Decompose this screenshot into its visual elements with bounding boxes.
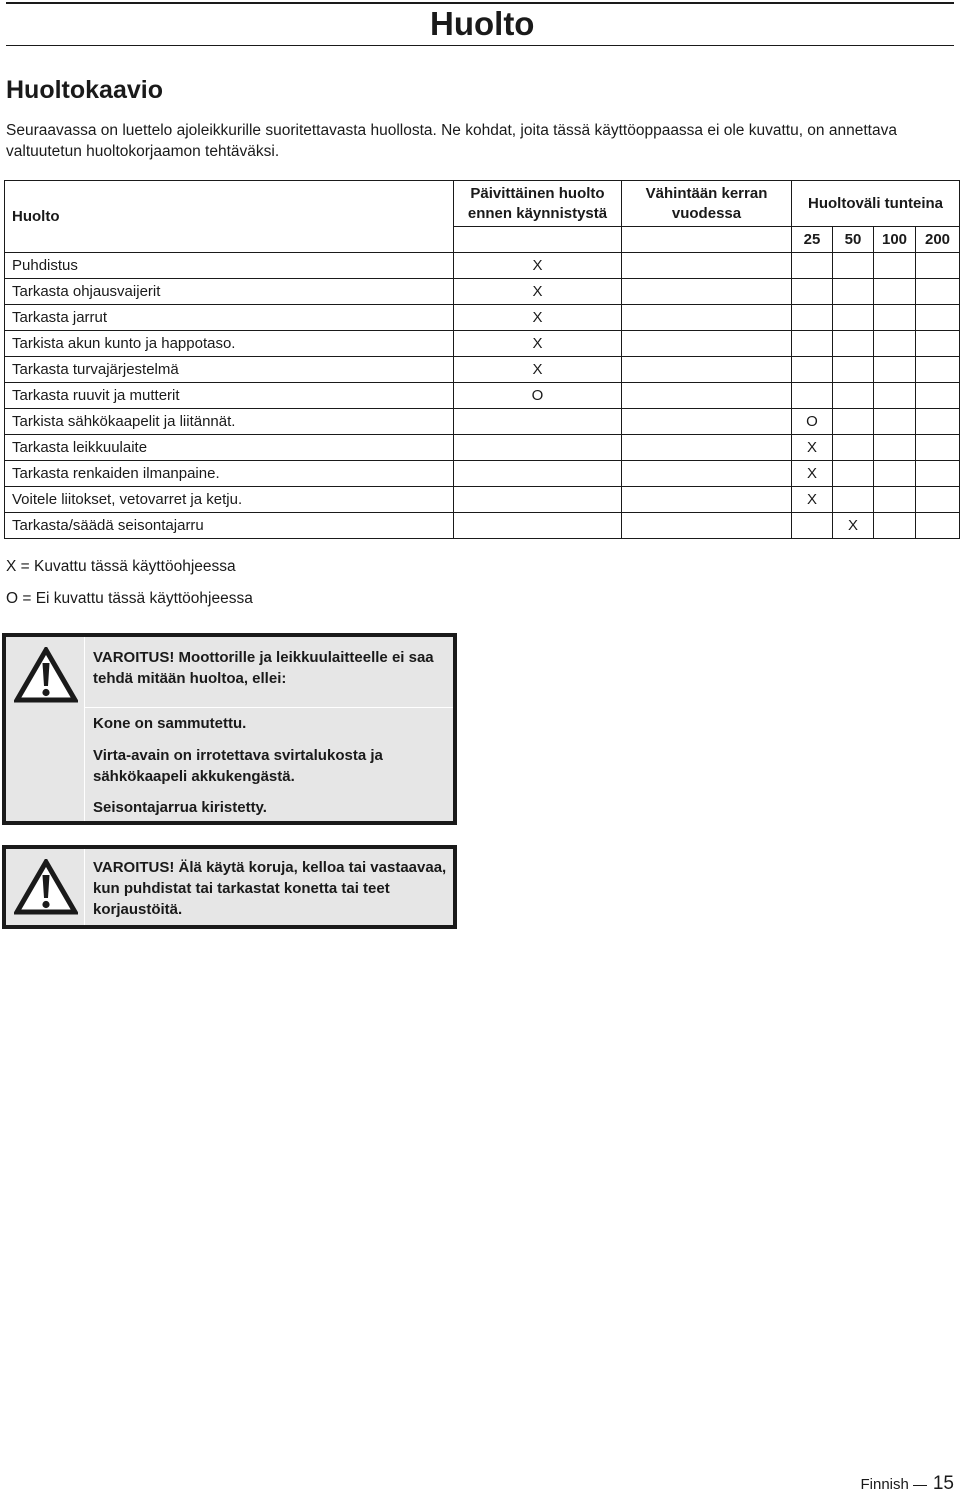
footer-language: Finnish — [860, 1476, 909, 1493]
mark-cell-h50 — [833, 253, 874, 279]
mark-cell-h100 — [874, 487, 916, 513]
mark-cell-daily: X — [454, 357, 622, 383]
header-interval: Huoltoväli tunteina — [792, 181, 960, 227]
mark-cell-yearly — [622, 305, 792, 331]
task-cell: Tarkista sähkökaapelit ja liitännät. — [5, 409, 454, 435]
mark-cell-h100 — [874, 461, 916, 487]
mark-cell-h200 — [916, 253, 960, 279]
mark-cell-h100 — [874, 357, 916, 383]
table-row — [5, 331, 960, 357]
hours-row-yearly-empty — [622, 227, 792, 253]
mark-cell-daily — [454, 487, 622, 513]
warning-item-engine-off: Kone on sammutettu. — [93, 715, 247, 732]
table-row — [5, 461, 960, 487]
mark-cell-yearly — [622, 461, 792, 487]
header-daily: Päivittäinen huolto ennen käynnistystä — [454, 181, 622, 227]
task-cell: Tarkasta ohjausvaijerit — [5, 279, 454, 305]
warning-triangle-icon — [14, 859, 78, 915]
warning-heading: VAROITUS! Moottorille ja leikkuulaitteelle ei saa tehdä mitään huoltoa, ellei: — [93, 649, 434, 687]
mark-cell-h50 — [833, 409, 874, 435]
table-header-row — [5, 181, 960, 227]
mark-cell-h200 — [916, 409, 960, 435]
mark-cell-h50 — [833, 331, 874, 357]
mark-cell-h25: X — [792, 487, 833, 513]
mark-cell-h25 — [792, 305, 833, 331]
mark-cell-h25 — [792, 357, 833, 383]
mark-cell-daily — [454, 461, 622, 487]
warning-item-key-removed: Virta-avain on irrotettava svirtalukosta ja sähkökaapeli akkukengästä. — [93, 747, 383, 785]
mark-cell-yearly — [622, 435, 792, 461]
task-cell: Tarkasta/säädä seisontajarru — [5, 513, 454, 539]
table-row — [5, 305, 960, 331]
hours-row-daily-empty — [454, 227, 622, 253]
mark-cell-h50 — [833, 383, 874, 409]
mark-cell-yearly — [622, 409, 792, 435]
mark-cell-daily — [454, 513, 622, 539]
warning-jewelry-text: VAROITUS! Älä käytä koruja, kelloa tai vastaavaa, kun puhdistat tai tarkastat konetta tai teet korjaustöitä. — [93, 859, 447, 918]
mark-cell-h100 — [874, 331, 916, 357]
header-hour-50: 50 — [833, 227, 874, 253]
mark-cell-h100 — [874, 409, 916, 435]
mark-cell-h25 — [792, 383, 833, 409]
task-cell: Tarkasta jarrut — [5, 305, 454, 331]
warning-icon-column — [6, 849, 85, 925]
mark-cell-h25: X — [792, 435, 833, 461]
mark-cell-h25 — [792, 513, 833, 539]
mark-cell-h200 — [916, 435, 960, 461]
maintenance-schedule-table — [4, 180, 960, 539]
mark-cell-daily: X — [454, 331, 622, 357]
table-body — [5, 253, 960, 539]
footer-page-number: 15 — [932, 1473, 954, 1494]
task-cell: Tarkasta leikkuulaite — [5, 435, 454, 461]
mark-cell-h50 — [833, 279, 874, 305]
mark-cell-h200 — [916, 279, 960, 305]
task-cell: Tarkasta turvajärjestelmä — [5, 357, 454, 383]
table-row — [5, 513, 960, 539]
warning-triangle-icon — [14, 647, 78, 703]
mark-cell-h25: O — [792, 409, 833, 435]
legend-x: X = Kuvattu tässä käyttöohjeessa — [6, 558, 236, 575]
mark-cell-h200 — [916, 383, 960, 409]
mark-cell-h50 — [833, 487, 874, 513]
mark-cell-h25: X — [792, 461, 833, 487]
table-row — [5, 383, 960, 409]
mark-cell-daily: X — [454, 305, 622, 331]
section-title: Huoltokaavio — [6, 76, 163, 104]
mark-cell-h50: X — [833, 513, 874, 539]
mark-cell-h100 — [874, 383, 916, 409]
warning-item-parking-brake: Seisontajarrua kiristetty. — [93, 799, 267, 816]
task-cell: Tarkasta ruuvit ja mutterit — [5, 383, 454, 409]
task-cell: Tarkasta renkaiden ilmanpaine. — [5, 461, 454, 487]
mark-cell-h100 — [874, 253, 916, 279]
mark-cell-daily: O — [454, 383, 622, 409]
mark-cell-h50 — [833, 305, 874, 331]
mark-cell-yearly — [622, 253, 792, 279]
footer-dash — [913, 1485, 927, 1486]
table-row — [5, 409, 960, 435]
mark-cell-yearly — [622, 357, 792, 383]
mark-cell-yearly — [622, 331, 792, 357]
table-row — [5, 279, 960, 305]
table-row — [5, 357, 960, 383]
mark-cell-h50 — [833, 435, 874, 461]
mark-cell-h50 — [833, 357, 874, 383]
mark-cell-h200 — [916, 331, 960, 357]
page-header-title: Huolto — [430, 5, 535, 42]
warning-box-jewelry — [2, 845, 457, 929]
header-hour-200: 200 — [916, 227, 960, 253]
table-row — [5, 253, 960, 279]
warning-icon-column — [6, 637, 85, 821]
header-task: Huolto — [5, 181, 454, 253]
table-row — [5, 487, 960, 513]
mark-cell-yearly — [622, 487, 792, 513]
mark-cell-h25 — [792, 279, 833, 305]
table-row — [5, 435, 960, 461]
header-yearly: Vähintään kerran vuodessa — [622, 181, 792, 227]
legend-o: O = Ei kuvattu tässä käyttöohjeessa — [6, 590, 253, 607]
mark-cell-h100 — [874, 513, 916, 539]
mark-cell-daily: X — [454, 279, 622, 305]
mark-cell-h200 — [916, 513, 960, 539]
mark-cell-h100 — [874, 279, 916, 305]
warning-box-maintenance — [2, 633, 457, 825]
mark-cell-h100 — [874, 305, 916, 331]
mark-cell-yearly — [622, 513, 792, 539]
mark-cell-h25 — [792, 253, 833, 279]
mark-cell-h25 — [792, 331, 833, 357]
task-cell: Tarkista akun kunto ja happotaso. — [5, 331, 454, 357]
mark-cell-daily — [454, 409, 622, 435]
mark-cell-h200 — [916, 487, 960, 513]
mark-cell-yearly — [622, 279, 792, 305]
mark-cell-h200 — [916, 357, 960, 383]
header-hour-25: 25 — [792, 227, 833, 253]
intro-paragraph: Seuraavassa on luettelo ajoleikkurille suoritettavasta huollosta. Ne kohdat, joita tässä käyttöoppaassa ei ole kuvattu, on annettava valtuutetun huoltokorjaamon tehtäväksi. — [6, 122, 897, 160]
mark-cell-h50 — [833, 461, 874, 487]
warning-separator — [84, 707, 453, 708]
mark-cell-h200 — [916, 305, 960, 331]
mark-cell-h200 — [916, 461, 960, 487]
header-hour-100: 100 — [874, 227, 916, 253]
mark-cell-h100 — [874, 435, 916, 461]
mark-cell-yearly — [622, 383, 792, 409]
header-bottom-rule — [6, 45, 954, 46]
mark-cell-daily: X — [454, 253, 622, 279]
task-cell: Voitele liitokset, vetovarret ja ketju. — [5, 487, 454, 513]
task-cell: Puhdistus — [5, 253, 454, 279]
mark-cell-daily — [454, 435, 622, 461]
